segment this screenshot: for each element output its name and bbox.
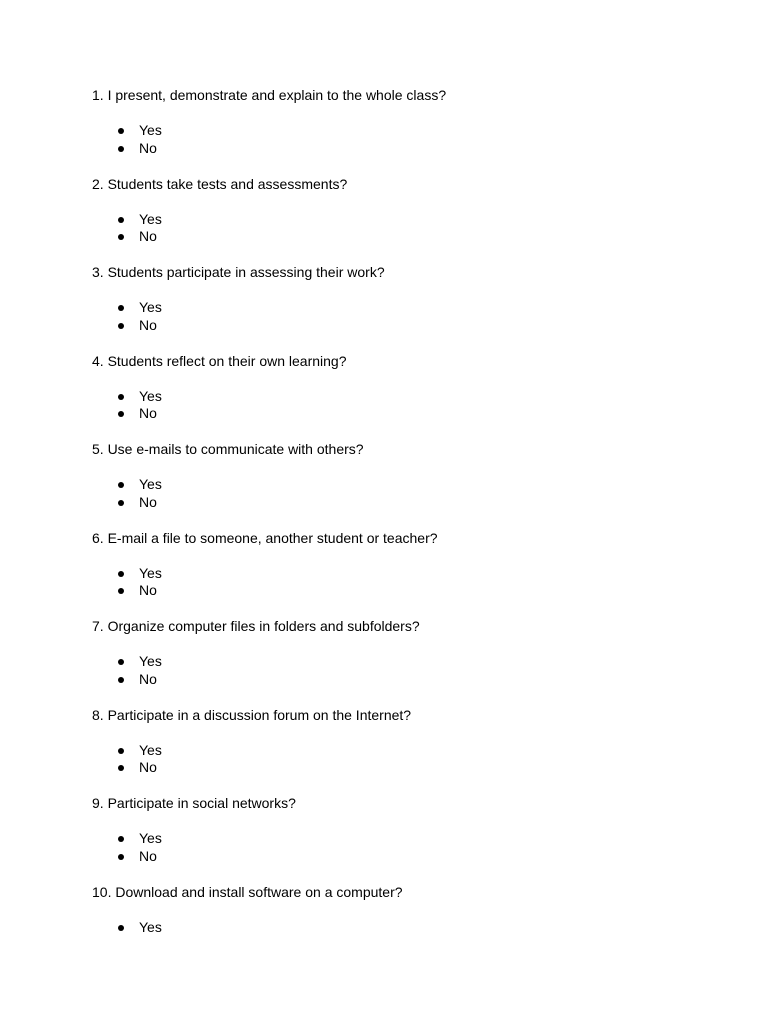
answer-option-no [92,582,162,600]
answer-option-no [92,848,162,866]
answer-option-label: Yes [139,653,162,669]
bullet-icon [118,234,124,240]
question-block [92,264,712,333]
answer-options [92,476,162,511]
answer-option-label: No [139,493,157,510]
question-text: 8. Participate in a discussion forum on the Internet? [92,706,412,723]
answer-option-label: No [139,139,157,156]
answer-option-yes [92,830,162,848]
answer-options [92,122,162,157]
answer-option-label: No [139,847,157,864]
answer-option-label: No [139,670,157,687]
answer-option-yes [92,388,162,406]
question-text: 4. Students reflect on their own learning? [92,352,347,369]
question-text: 5. Use e-mails to communicate with others? [92,441,364,457]
question-text: 3. Students participate in assessing their work? [92,264,385,280]
answer-option-label: Yes [139,918,162,935]
answer-option-yes [92,299,162,317]
answer-options [92,830,162,865]
answer-option-yes [92,653,162,671]
bullet-icon [118,305,124,311]
question-block [92,618,712,687]
question-text: 7. Organize computer files in folders and subfolders? [92,618,420,634]
answer-option-label: Yes [139,564,162,581]
answer-option-label: No [139,582,157,598]
answer-options [92,299,162,334]
bullet-icon [118,411,124,417]
question-block [92,529,712,598]
answer-option-no [92,317,162,335]
question-block [92,441,712,510]
bullet-icon [118,571,124,577]
question-block [92,175,712,244]
bullet-icon [118,677,124,683]
answer-options [92,388,162,423]
bullet-icon [118,482,124,488]
answer-option-yes [92,211,162,229]
bullet-icon [118,394,124,400]
answer-option-yes [92,919,162,937]
bullet-icon [118,765,124,771]
answer-option-no [92,140,162,158]
answer-option-no [92,759,162,777]
answer-options [92,211,162,246]
question-text: 9. Participate in social networks? [92,795,296,811]
answer-option-label: Yes [139,830,162,846]
question-text: 1. I present, demonstrate and explain to the whole class? [92,87,447,103]
answer-option-label: No [139,228,157,244]
answer-option-label: Yes [139,122,162,138]
answer-options [92,653,162,688]
bullet-icon [118,588,124,594]
answer-option-label: Yes [139,210,162,227]
answer-option-label: Yes [139,741,162,758]
question-text: 2. Students take tests and assessments? [92,175,348,192]
bullet-icon [118,146,124,152]
answer-option-label: No [139,759,157,775]
bullet-icon [118,323,124,329]
answer-option-label: No [139,316,157,333]
question-block [92,706,712,775]
answer-options [92,565,162,600]
bullet-icon [118,836,124,842]
question-block [92,795,712,864]
bullet-icon [118,748,124,754]
bullet-icon [118,500,124,506]
answer-option-no [92,228,162,246]
answer-options [92,742,162,777]
answer-option-label: Yes [139,299,162,315]
bullet-icon [118,925,124,931]
question-block [92,352,712,421]
answer-option-yes [92,565,162,583]
question-block [92,883,712,935]
answer-option-no [92,671,162,689]
answer-option-label: Yes [139,476,162,492]
bullet-icon [118,854,124,860]
answer-option-label: No [139,405,157,421]
bullet-icon [118,128,124,134]
answer-option-yes [92,122,162,140]
question-text: 10. Download and install software on a computer? [92,883,403,900]
answer-option-no [92,405,162,423]
answer-option-yes [92,476,162,494]
bullet-icon [118,217,124,223]
answer-options [92,919,162,937]
bullet-icon [118,659,124,665]
answer-option-no [92,494,162,512]
answer-option-yes [92,742,162,760]
question-block [92,87,712,156]
question-text: 6. E-mail a file to someone, another student or teacher? [92,529,438,546]
answer-option-label: Yes [139,387,162,404]
